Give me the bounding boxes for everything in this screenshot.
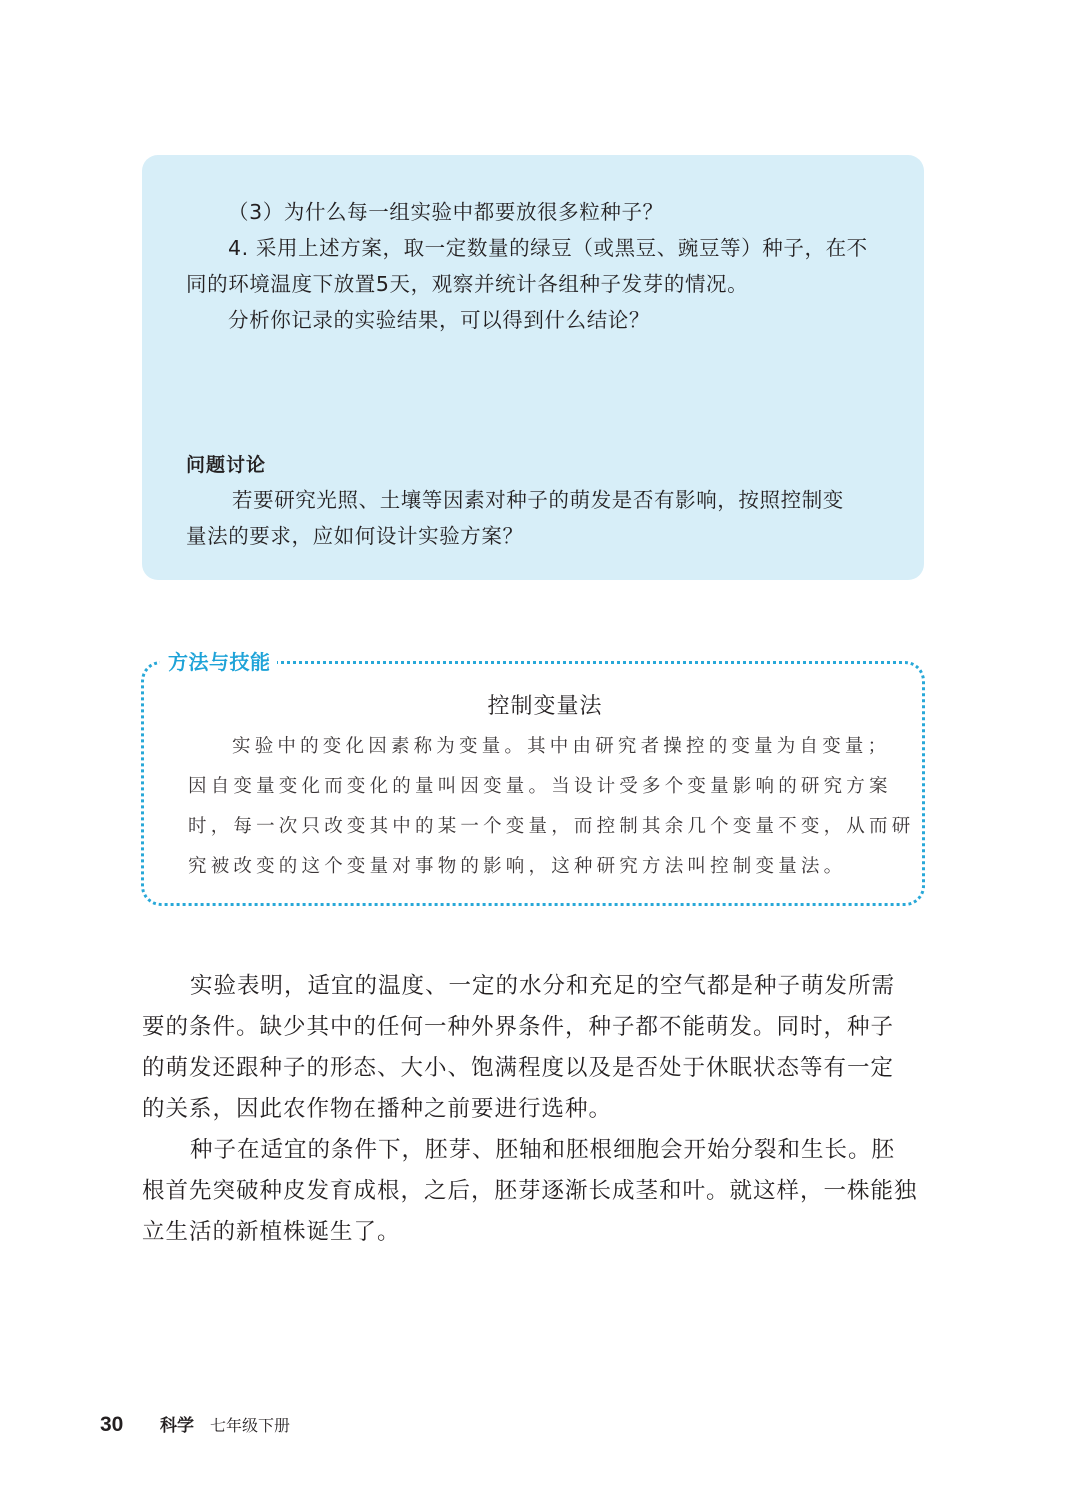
step-4-line-2: 同的环境温度下放置5天，观察并统计各组种子发芽的情况。 <box>186 272 749 296</box>
body-line-3: 的萌发还跟种子的形态、大小、饱满程度以及是否处于休眠状态等有一定 <box>142 1055 895 1081</box>
body-line-4: 的关系，因此农作物在播种之前要进行选种。 <box>142 1096 613 1122</box>
method-skill-tag: 方法与技能 <box>160 647 277 677</box>
page-number: 30 <box>100 1413 124 1436</box>
discussion-heading: 问题讨论 <box>186 454 267 476</box>
body-line-2: 要的条件。缺少其中的任何一种外界条件，种子都不能萌发。同时，种子 <box>142 1014 895 1040</box>
method-line-4: 究被改变的这个变量对事物的影响，这种研究方法叫控制变量法。 <box>188 856 847 877</box>
footer-subject: 科学 <box>160 1416 194 1436</box>
step-4-line-1: 4. 采用上述方案，取一定数量的绿豆（或黑豆、豌豆等）种子，在不 <box>228 236 868 260</box>
question-3: （3）为什么每一组实验中都要放很多粒种子？ <box>228 200 664 224</box>
discussion-line-2: 量法的要求，应如何设计实验方案？ <box>186 524 524 548</box>
footer-grade: 七年级下册 <box>210 1416 291 1435</box>
body-line-7: 立生活的新植株诞生了。 <box>142 1219 401 1245</box>
method-line-3: 时，每一次只改变其中的某一个变量，而控制其余几个变量不变，从而研 <box>188 816 915 837</box>
analyze-prompt: 分析你记录的实验结果，可以得到什么结论？ <box>228 308 650 332</box>
method-line-1: 实验中的变化因素称为变量。其中由研究者操控的变量为自变量； <box>232 736 891 757</box>
method-line-2: 因自变量变化而变化的量叫因变量。当设计受多个变量影响的研究方案 <box>188 776 892 797</box>
body-line-1: 实验表明，适宜的温度、一定的水分和充足的空气都是种子萌发所需 <box>190 973 896 999</box>
method-title: 控制变量法 <box>487 694 603 719</box>
body-line-6: 根首先突破种皮发育成根，之后，胚芽逐渐长成茎和叶。就这样，一株能独 <box>142 1178 918 1204</box>
body-line-5: 种子在适宜的条件下，胚芽、胚轴和胚根细胞会开始分裂和生长。胚 <box>190 1137 896 1163</box>
discussion-line-1: 若要研究光照、土壤等因素对种子的萌发是否有影响，按照控制变 <box>232 488 844 512</box>
